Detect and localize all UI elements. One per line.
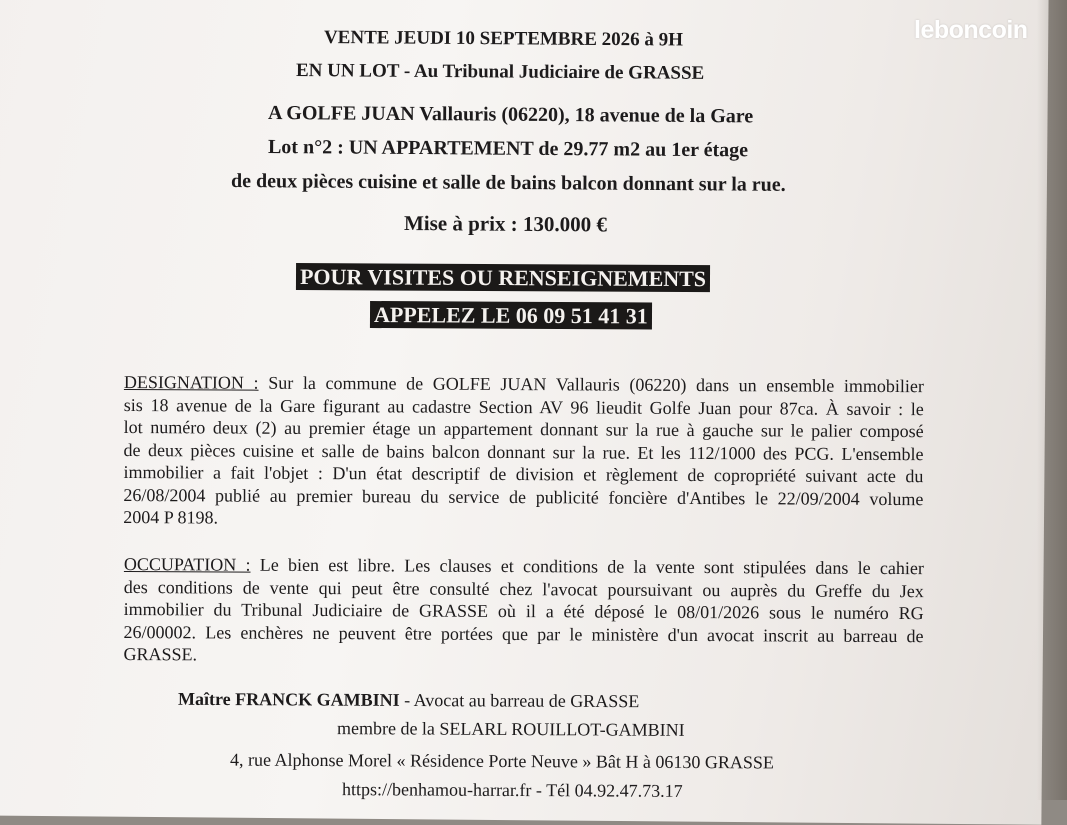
occupation-label: OCCUPATION : (123, 554, 251, 575)
designation-line: de deux pièces cuisine et salle de bains balcon donnant sur la rue. Et les 112/1000 des PCG. L'ensemble (123, 439, 924, 464)
lawyer-signature (178, 689, 639, 712)
lot-description: Lot n°2 : UN APPARTEMENT de 29.77 m2 au 1er étage (267, 136, 749, 162)
page-shadow (1037, 0, 1067, 800)
designation-line: lot numéro deux (2) au premier étage un appartement donnant sur la rue à gauche sur le palier composé (123, 416, 924, 442)
lawyer-name: Maître FRANCK GAMBINI (177, 688, 400, 710)
designation-line: immobilier a fait l'objet : D'un état descriptif de division et règlement de copropriété suivant acte du (123, 461, 924, 487)
firm-website-phone: https://benhamou-harrar.fr - Tél 04.92.47.73.17 (341, 779, 683, 801)
designation-line: 26/08/2004 publié au premier bureau du service de publicité foncière d'Antibes le 22/09/2004 volume (123, 484, 924, 509)
starting-price: Mise à prix : 130.000 € (403, 211, 608, 237)
contact-banner-phone (370, 302, 652, 329)
occupation-line: OCCUPATION : Le bien est libre. Les clauses et conditions de la vente sont stipulées dans le cahier (123, 554, 924, 579)
occupation-line: des conditions de vente qui peut être consulté chez l'avocat poursuivant ou auprès du Greffe du Jex (123, 576, 924, 601)
law-firm: membre de la SELARL ROUILLOT-GAMBINI (336, 718, 685, 740)
lot-detail: de deux pièces cuisine et salle de bains balcon donnant sur la rue. (230, 170, 786, 196)
sale-date: VENTE JEUDI 10 SEPTEMBRE 2026 à 9H (323, 27, 684, 51)
property-address (268, 102, 753, 128)
occupation-line: 26/00002. Les enchères ne peuvent être portées que par le ministère d'un avocat inscrit au barreau de (123, 621, 924, 646)
property-address-text: A GOLFE JUAN Vallauris (06220), 18 avenue de la Gare (267, 102, 754, 128)
occupation-paragraph (123, 553, 924, 670)
occupation-line: immobilier du Tribunal Judiciaire de GRASSE où il a été déposé le 08/01/2026 sous le numéro RG (123, 598, 924, 624)
occupation-line: GRASSE. (123, 643, 198, 665)
contact-phone-text: APPELEZ LE 06 09 51 41 31 (370, 301, 652, 329)
designation-label: DESIGNATION : (123, 372, 259, 393)
designation-line: DESIGNATION : Sur la commune de GOLFE JUAN Vallauris (06220) dans un ensemble immobilier (123, 372, 924, 397)
lawyer-title: - Avocat au barreau de GRASSE (399, 689, 640, 712)
sale-venue: EN UN LOT - Au Tribunal Judiciaire de GRASSE (295, 60, 705, 84)
designation-line: 2004 P 8198. (123, 506, 219, 528)
firm-address: 4, rue Alphonse Morel « Résidence Porte Neuve » Bât H à 06130 GRASSE (229, 749, 774, 773)
leboncoin-watermark: leboncoin (914, 16, 1028, 44)
designation-paragraph (123, 371, 924, 533)
contact-banner-visits-text: POUR VISITES OU RENSEIGNEMENTS (296, 263, 710, 292)
contact-banner-visits (296, 264, 710, 292)
designation-line: sis 18 avenue de la Gare figurant au cadastre Section AV 96 lieudit Golfe Juan pour 87ca. À savoir : le (123, 394, 924, 419)
